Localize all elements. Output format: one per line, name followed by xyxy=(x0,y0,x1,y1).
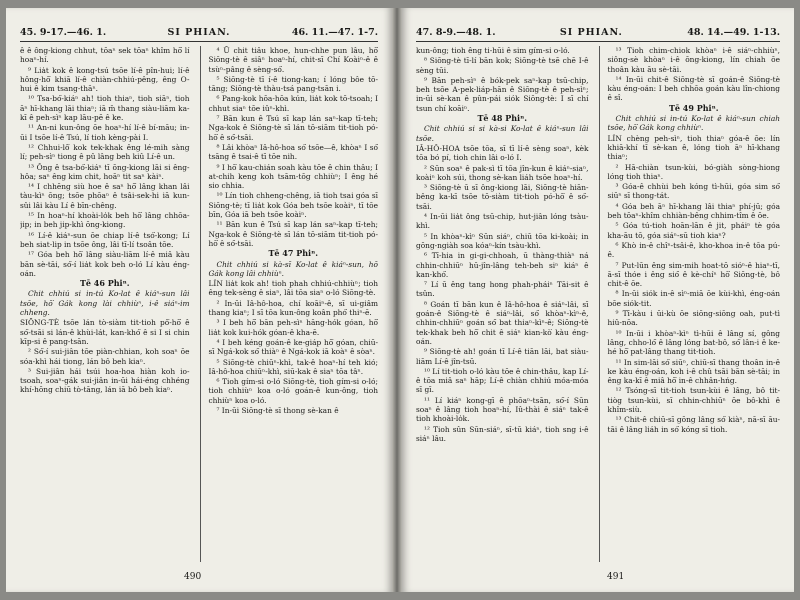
left-header-range-right: 46. 11.—47. 1-7. xyxy=(291,27,378,38)
verse: ¹² Tioh sûn Sūn-siáⁿ, sī-tū kiáⁿ, tioh sng i-ê siáⁿ lâu. xyxy=(416,424,589,443)
verse: ² Só͘-í sui-jiân tōe piàn-chhian, koh soaⁿ ōe sóa-khì hái tiong, lán bô beh kiaⁿ. xyxy=(20,347,190,366)
verse: ⁷ In-ūi Siōng-tè sī thong sè-kan ê xyxy=(216,405,339,415)
left-page xyxy=(6,8,392,592)
verse-first: SIŌNG-TÈ tsōe lán tò-siàm tit-tioh pô͘-hō͘ ê só͘-tsāi si lán-ê khùi-lát, kan-khó͘ ê si I si chin kīp-si ê pang-tsān. xyxy=(20,318,190,346)
verse: ³ Góa-ê chhùi beh kóng tì-hūi, góa sim só͘ siūⁿ sī thong-tát. xyxy=(607,182,780,201)
verse: ¹⁴ In-ūi chit-ê Siōng-tè sī goán-ê Siōng-tè kàu éng-oán: I beh chhōa goán kàu lîn-chiong ê sî. xyxy=(607,74,780,103)
verse: ² Hā-chiàn tsun-kùi, bó-giàh sòng-hiong lóng tioh thiaⁿ. xyxy=(607,162,780,181)
left-column-1 xyxy=(20,46,190,562)
right-page xyxy=(402,8,794,592)
chapter-intro: Chit chhiú si kà-sī Ko-lat ê kiáⁿ-sun, hō͘ Gák kong lâi chhiùⁿ. xyxy=(208,259,378,278)
book-gutter xyxy=(392,8,402,592)
verse: ³ Sui-jiân hái tsúi hoa-hoa hiàn koh io-tsoah, soaⁿ-gák sui-jiân in-ūi hái-éng chhéng khí-hōng chiū tò-tāng, lán iā bô beh kiaⁿ. xyxy=(20,366,190,395)
verse: ¹⁰ In-ūi i khòaⁿ-kìⁿ tì-hūi ê lâng sí, gông lâng, chho-ló͘ ê lâng lóng bat-bô, só͘ lân-i ê ke-hé hō͘ pat-lâng thang tit-tioh. xyxy=(607,328,780,357)
verse: ¹³ Ông ê tsa-bó͘-kiáⁿ tī ōng-kiong lāi si êng-hôa; saⁿ êng kim chit, hoāⁿ tit saⁿ kàiⁿ. xyxy=(20,162,190,181)
verse: ⁹ Siōng-tè ah! goán tī Lí-ê tiān lāi, bat siàu-liām Lí-ê jîn-tsū. xyxy=(416,347,589,366)
verse: ⁵ Siōng-tè chiūⁿ-khì, tak-ê hoaⁿ-hí teh kió; Iâ-hô-hoa chiūⁿ-khì, siū-kak ê siaⁿ tōa tâⁿ. xyxy=(208,357,378,376)
verse: ⁹ Bān peh-sìⁿ ê bók-pek saⁿ-kap tsū-chip, beh tsōe A-pek-liáp-hān ê Siōng-tè ê peh-sìⁿ; in-ūi sè-kan ê pûn-pái siók Siōng-tè: I sī chí tsun chí koāiⁿ. xyxy=(416,75,589,113)
left-page-number: 490 xyxy=(184,572,202,582)
left-column-2 xyxy=(200,46,379,562)
verse: kun-ông; tioh êng ti-hūi ê sim gím-si o-ló. xyxy=(416,46,570,55)
verse: ³ Siōng-tè ū sī ông-kiong lāi, Siōng-tè hiān-bêng ka-kī tsōe tō-siàm tit-tioh pó-hō͘ ê só͘-tsāi. xyxy=(416,183,589,211)
verse: ² In-ūi Iâ-hô-hoa, chí koāiⁿ-ê, sī ui-giâm thang kiaⁿ; I sī tōa kun-ông koân phó͘ thiⁿ-ē. xyxy=(208,298,378,318)
verse-first: LÍN chèng peh-sìⁿ, tioh thiaⁿ góa-ê ōe: lín khiā-khí tī sè-kan ê, lóng tioh āⁿ hī-khang thiaⁿ; xyxy=(607,133,780,162)
chapter-intro: Chit chhiú si in-tú Ko-lat ê kiáⁿ-sun lâi tsōe, hō͘ Gák kong lài chhiùⁿ, i-ê siáⁿ-im chheng. xyxy=(20,289,190,318)
verse: ¹⁴ I chhēng siù hoe ê saⁿ hō͘ lâng khan lâi tàu-kìⁿ ōng; tsōe phōaⁿ ê tsâi-sek-hi iā kun-sûi lâi kàu Lí ê bīn-chêng. xyxy=(20,182,190,210)
verse: ¹⁰ Tsa-bó͘-kiáⁿ ah! tioh thiaⁿ, tioh siāⁿ, tioh āⁿ hī-khang lāi thiaⁿ; iā m̄ thang siàu-liām ka-kī ê peh-sìⁿ kap lāu-pē ê ke. xyxy=(20,94,190,123)
verse: ⁴ In-ūi lia̍t ông tsū-chip, hut-jiân lóng tsàu-khì. xyxy=(416,212,589,231)
verse: ⁵ Siōng-tè tī í-ê tiong-kan; í lóng bôe tō-tāng; Siōng-tè thàu-tsá pang-tsān i. xyxy=(208,74,378,94)
verse: ⁵ In khòaⁿ-kìⁿ Sūn siáⁿ, chiū tōa ki-koài; in gōng-ngiàh soa kóaⁿ-kín tsàu-khì. xyxy=(416,231,589,250)
verse-first: IÂ-HÔ-HOA tsōe tōa, sī tī lí-ê sèng soaⁿ, kèk tōa bó pí, tioh chin lâi o-ló I. xyxy=(416,143,589,163)
verse: ¹³ Tioh chim-chiok khòaⁿ i-ê siáⁿ-chhiùⁿ, siông-sè khòaⁿ i-ê ōng-kiong, lín chiah ōe thoân kàu āu sè-tāi. xyxy=(607,46,780,74)
chapter-heading-46: Tē 46 Phiⁿ. xyxy=(79,278,130,289)
verse: ⁶ Pang-kok hōa-hōa kún, lia̍t kok tō-tsoah; I chhut siaⁿ tōe iûⁿ-khì. xyxy=(208,94,378,113)
verse: ⁷ Put-lūn êng sim-mih hoat-tō sióⁿ-ê hiaⁿ-tī, ā-sī thóe i êng sió͘ ê kè-chíⁿ hō͘ Siōng-tè, bô chit-ê ōe. xyxy=(607,260,780,289)
chapter-heading-49: Tē 49 Phiⁿ. xyxy=(668,102,719,113)
verse: ⁶ Khò in-ê chîⁿ-tsâi-ê, kho-khoa in-ê tōa pú-ê. xyxy=(607,240,780,260)
verse: ⁹ I hō͘ kau-chián soah kàu tōe ê chin thâu; I at-chih keng koh tsām-tōg chhiùⁿ; I êng hé sio chhia. xyxy=(208,162,378,191)
chapter-intro: Chit chhiú si in-tú Ko-lat ê kiáⁿ-sun chiah tsōe, hō͘ Gák kong chhiùⁿ. xyxy=(607,114,780,133)
verse: ¹⁵ In hoaⁿ-hí khoài-lo̍k beh hō͘ lâng chhōa-jip; in beh jip-khì ōng-kiong. xyxy=(20,211,190,230)
right-page-columns xyxy=(416,46,780,562)
left-page-columns xyxy=(20,46,378,562)
verse: ⁵ Góa tú-tioh hoān-lān ê jit, pháiⁿ tè góa kha-āu tō, góa siáⁿ-sū tioh kiaⁿ? xyxy=(607,221,780,240)
verse: ⁹ Lia̍t kok ê kong-tsú tsōe lí-ê pîn-hui; lí-ê hông-hō͘ khiā lí-ê chiàn-chhiú-pêng, êng O-hui ê kim tsang-thāⁿ. xyxy=(20,65,190,94)
verse: ⁸ Siōng-tè tī-lí bān kok; Siōng-tè tsē chē I-ê sèng tūi. xyxy=(416,56,589,75)
verse: ⁶ Tī-hia in gi-gi-chhoah, ū thàng-thiàⁿ ná chhin-chhiūⁿ hū-jîn-lâng teh-beh siⁿ kiáⁿ ê kan-khó͘. xyxy=(416,251,589,279)
verse: ⁷ Bān kun ê Tsú sī kap lán saⁿ-kap tī-teh; Nga-kok ê Siōng-tè sī lán tō-siām tit-tioh pó-hō͘ ê só͘-tsāi. xyxy=(208,114,378,142)
verse: ³ I beh hō͘ bān peh-sìⁿ hāng-hók góan, hō͘ lia̍t kok kui-hók góan-ê kha-ē. xyxy=(208,318,378,337)
verse: ¹¹ Lí kiáⁿ kong-gī ê phōaⁿ-tsān, só͘-í Sūn soaⁿ ê lâng tioh hoaⁿ-hí, Iû-thài ê siáⁿ tak-ê tioh khoài-lo̍k. xyxy=(416,395,589,424)
left-running-header xyxy=(20,22,378,42)
verse: ⁸ In-ūi siók in-ê sìⁿ-miā ōe kùi-khì, éng-oán bōe siók-tit. xyxy=(607,289,780,308)
verse: ¹⁰ Lí tit-tioh o-ló kàu tōe ê chin-thâu, kap Lí-ê tōa miâ saⁿ hāp; Lí-ê chiàn chhiú móa-móa sī gī. xyxy=(416,366,589,395)
verse: ¹² Chhui-lô͘ kok tek-khak êng lé-mih sàng lí; peh-sìⁿ tiong ê pû lâng beh kiû Lí-ê un. xyxy=(20,142,190,162)
verse: ¹³ Chit-ê chiū-sī gōng lâng só͘ kiàⁿ, nā-sī āu-tāi ê lâng liáh in só͘ kóng sī tioh. xyxy=(607,415,780,434)
verse: ê ê ông-kiong chhut, tōaⁿ sek tōaⁿ khîm hō͘ lí hoaⁿ-hí. xyxy=(20,46,190,65)
right-header-title: SI PHIAN. xyxy=(559,27,623,38)
chapter-heading-48: Tē 48 Phiⁿ. xyxy=(477,113,528,124)
verse: ⁸ Goán tī bān kun ê Iâ-hô-hoa ê siáⁿ-lâi, sī goán-ê Siōng-tè ê siáⁿ-lâi, só͘ khòaⁿ-kìⁿ-ê, chhin-chhiūⁿ goán só͘ bat thiaⁿ-kìⁿ-ê; Siōng-tè tek-khak beh hō͘ chit ê siáⁿ kian-kò͘ kàu éng-oán. xyxy=(416,299,589,346)
left-header-range-left: 45. 9-17.—46. 1. xyxy=(20,27,107,38)
verse: ² Sūn soaⁿ ê pak-sì tī tōa jîn-kun ê kiáⁿ-siaⁿ, koàiⁿ koh súi, thong sè-kan liáh tsōe hoaⁿ-hí. xyxy=(416,163,589,182)
right-column-1 xyxy=(416,46,589,562)
verse: ⁴ Ū chit tiâu khoe, hun-chhe pun lâu, hō͘ Siōng-tè ê siâⁿ hoaⁿ-hí, chit-sī Chí Koàiⁿ-ê ê tsùⁿ-pâng ê sèng-só͘. xyxy=(208,46,378,74)
verse: ⁸ Lâi khòaⁿ Iâ-hô-hoa só͘ tsōe—ê, khòaⁿ I só͘ tsāng ê tsai-ê tī tōe nih. xyxy=(208,142,378,162)
verse: ⁷ Lí ū êng tang hong phah-pháiⁿ Tāi-sit ê tsûn. xyxy=(416,280,589,299)
right-page-number: 491 xyxy=(607,572,625,582)
chapter-heading-47: Tē 47 Phiⁿ. xyxy=(268,248,319,259)
chapter-intro: Chit chhiú si si kà-si Ko-lat ê kiáⁿ-sun lâi tsōe. xyxy=(416,124,589,143)
verse: ¹¹ Bān kun ê Tsú sī kap lán saⁿ-kap tī-teh; Nga-kok ê Siōng-tè sī lán tō-siām tit-tioh pó-hō͘ ê só͘-tsāi. xyxy=(208,220,378,248)
verse: ¹⁶ Lí-ê kiáⁿ-sun ōe chiap lí-ê tsó͘-kong; Lí beh siat-lip in tsōe ông, lâi tī-lí tsoân tōe. xyxy=(20,230,190,249)
verse: ⁹ Tī-kàu i ūi-kù ōe siōng-siōng oah, put-tì hiû-nōa. xyxy=(607,309,780,328)
verse: ⁴ Góa beh āⁿ hī-khang lâi thiaⁿ phí-jū; góa beh tōaⁿ-khîm chhiàn-bêng chhim-tîm ê ōe. xyxy=(607,201,780,221)
right-column-2 xyxy=(599,46,781,562)
verse: ¹⁷ Góa beh hō͘ lâng siàu-liām lí-ê miâ kàu bān sè-tāi, só͘-í lia̍t kok beh o-ló Lí kàu éng-oán. xyxy=(20,250,190,278)
right-header-range-left: 47. 8-9.—48. 1. xyxy=(416,27,496,38)
verse: ¹¹ In sim-lāi só͘ siūⁿ, chiū-sī thang thoân in-ê ke kàu éng-oán, koh i-ê chû tsāi bān sè-tāi; in êng ka-kī ê miâ hō͘ in-ê chhân-hńg. xyxy=(607,357,780,386)
left-header-title: SI PHIAN. xyxy=(167,27,231,38)
verse: ¹² Tsóng-sī tit-tioh tsun-kùi ê lâng, bô tit-tiòg tsun-kùi, sī chhin-chhiūⁿ ōe bô-khì ê khîm-siù. xyxy=(607,386,780,414)
right-running-header xyxy=(416,22,780,42)
verse: ⁴ I beh kéng goán-ê ke-giáp hō͘ góan, chiū-sī Ngá-kok só͘ thiàⁿ ê Ngá-kok iā koàⁿ ê sòaⁿ. xyxy=(208,337,378,357)
verse-first: LÍN lia̍t kok ah! tioh phah chhiú-chhiùⁿ; tioh êng tek-sèng ê siaⁿ, lâi tōa siaⁿ o-ló Siōng-tè. xyxy=(208,279,378,298)
right-header-range-right: 48. 14.—49. 1-13. xyxy=(687,27,780,38)
verse: ⁶ Tioh gím-si o-ló Siōng-tè, tioh gím-si o-ló; tioh chhiùⁿ koa o-ló goán-ê kun-ông, tioh chhiùⁿ koa o-ló. xyxy=(208,377,378,405)
verse: ¹¹ An-ni kun-ông ōe hoaⁿ-hí lí-ê bí-māu; in-ūi I tsōe lí-ê Tsú, lí tioh kèng-pài I. xyxy=(20,123,190,142)
verse: ¹⁰ Lín tioh chheng-chêng, iā tioh tsai góa sī Siōng-tè; tī lia̍t kok Góa beh tsōe koàiⁿ, tī tōe bīn, Góa iā beh tsōe koàiⁿ. xyxy=(208,191,378,220)
